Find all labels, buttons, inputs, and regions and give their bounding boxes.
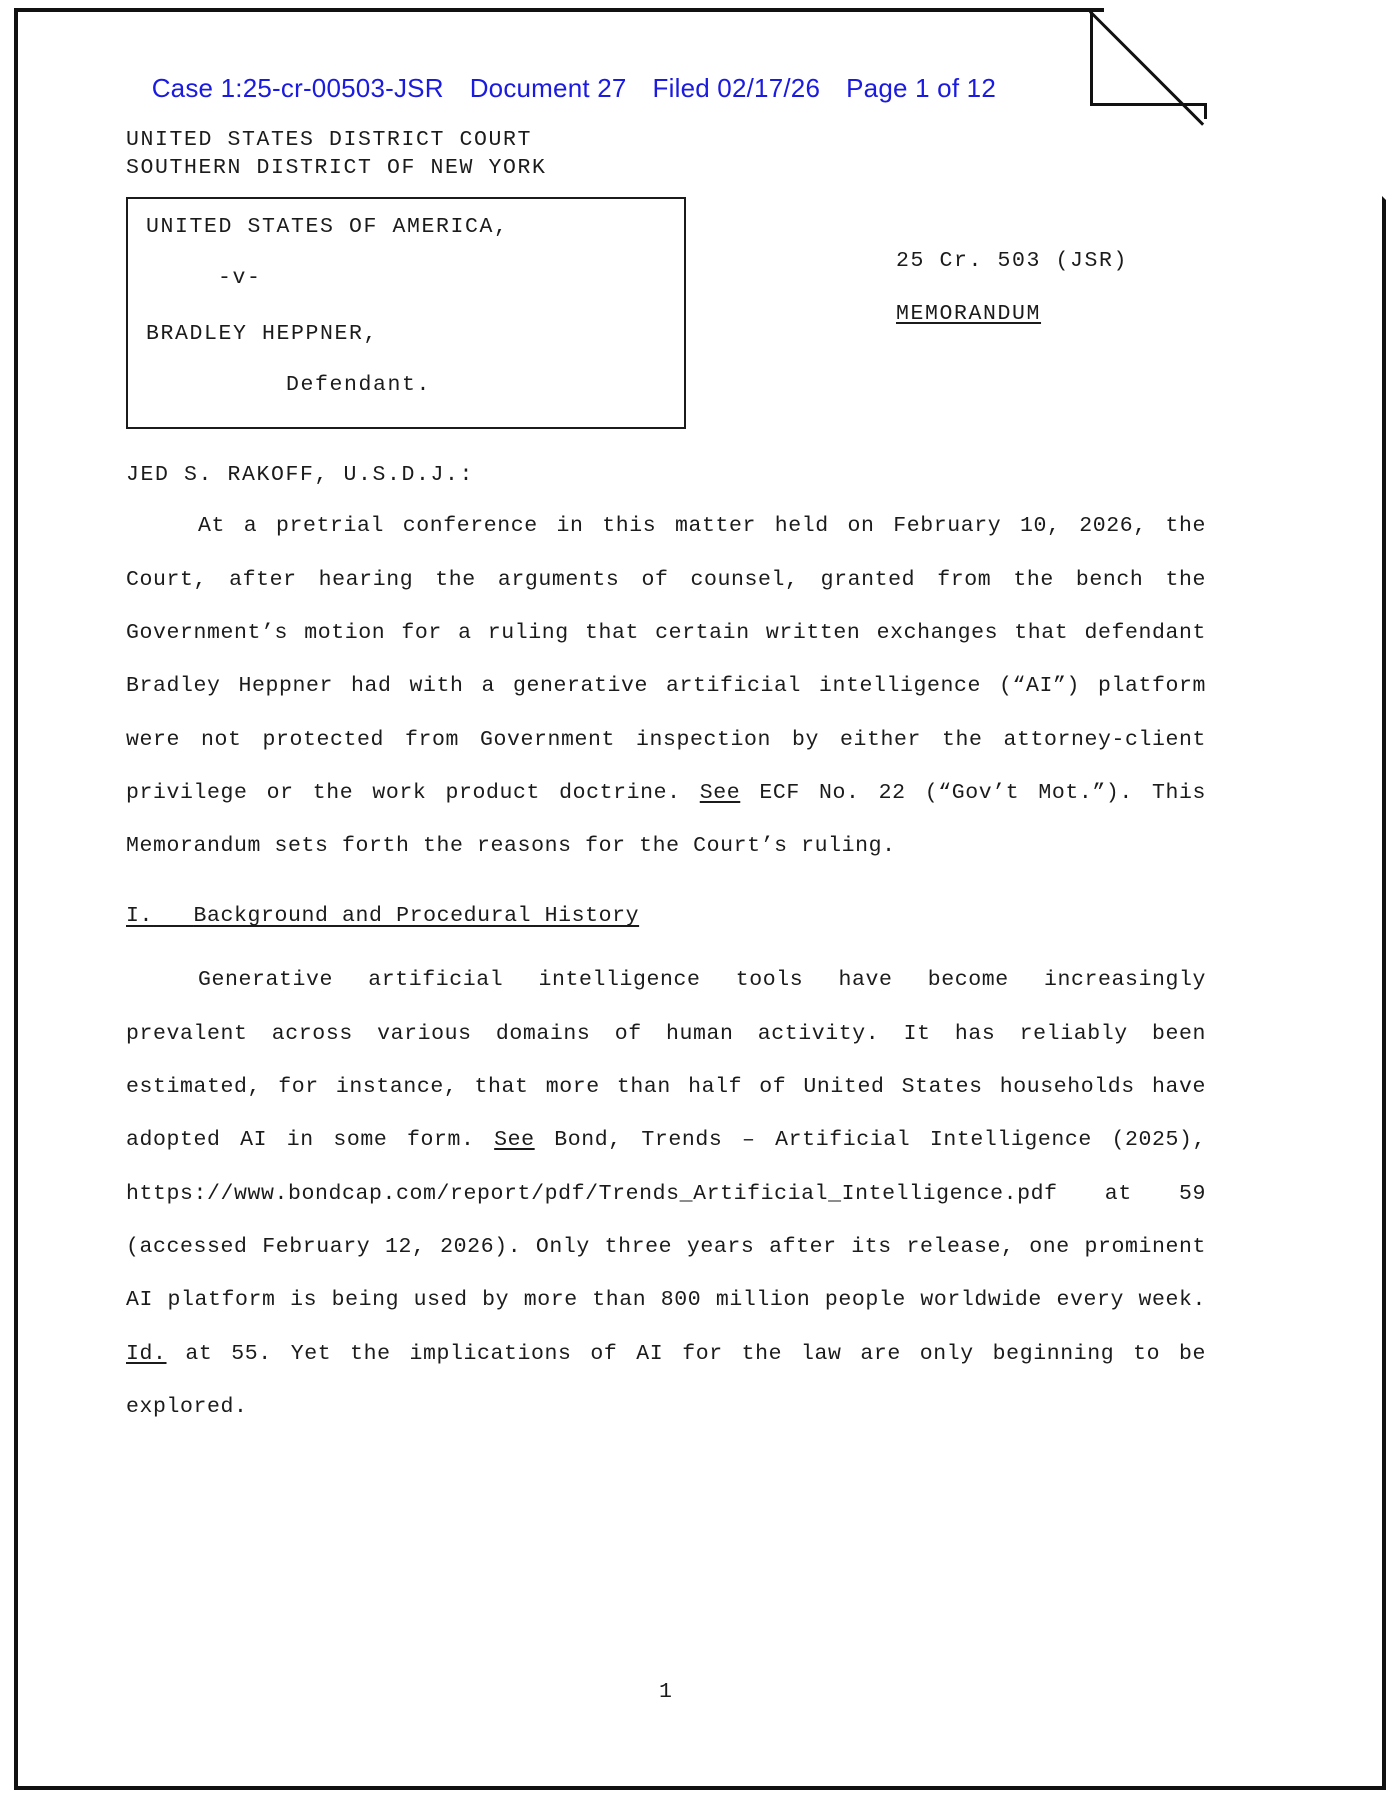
page-border-bottom [14, 1786, 1386, 1790]
caption-versus: -v- [218, 266, 262, 291]
court-name-line-1: UNITED STATES DISTRICT COURT [126, 128, 533, 152]
ecf-page-indicator: Page 1 of 12 [846, 73, 996, 103]
ecf-filing-header [14, 42, 1104, 135]
docket-number: 25 Cr. 503 (JSR) [896, 248, 1129, 273]
citation-id: Id. [126, 1341, 167, 1366]
ecf-case-number: Case 1:25-cr-00503-JSR [151, 73, 444, 103]
paragraph-intro-text-a: At a pretrial conference in this matter held on February 10, 2026, the Court, after hearing the arguments of counsel, granted from the bench the Government’s motion for a ruling that certain written exchanges that defendant Bradley Heppner had with a generative artificial intelligence (“AI”) platform were not protected from Government inspection by either the attorney-client privilege or the work product doctrine. [126, 514, 1206, 805]
court-name-line-2: SOUTHERN DISTRICT OF NEW YORK [126, 156, 547, 181]
folded-corner-diagonal-icon [1089, 10, 1204, 125]
case-caption-box [126, 197, 686, 429]
ecf-filed-date: Filed 02/17/26 [652, 73, 821, 103]
document-type-text: MEMORANDUM [896, 302, 1042, 327]
document-type-label [786, 272, 1206, 326]
case-caption-right-column [786, 197, 1206, 326]
paragraph-background [126, 954, 1206, 1434]
paragraph-intro [126, 500, 1206, 873]
citation-see-1: See [699, 780, 741, 805]
section-title: Background and Procedural History [193, 904, 640, 929]
caption-defendant-name: BRADLEY HEPPNER, [146, 321, 379, 346]
ecf-document-number: Document 27 [469, 73, 627, 103]
citation-see-2: See [494, 1128, 535, 1153]
caption-plaintiff: UNITED STATES OF AMERICA, [146, 214, 509, 239]
document-body [126, 126, 1206, 1704]
page-number-footer: 1 [659, 1680, 673, 1704]
folded-corner-flap-horizontal [1090, 103, 1207, 106]
case-caption-area [126, 197, 1206, 429]
page-border-top [14, 8, 1104, 12]
judge-signature-line: JED S. RAKOFF, U.S.D.J.: [126, 462, 475, 487]
folded-corner-flap-edge [1204, 103, 1207, 119]
page-border-left [14, 8, 18, 1790]
folded-corner-mask [1192, 6, 1388, 202]
paragraph-background-text-c: at 55. Yet the implications of AI for the law are only beginning to be explored. [126, 1341, 1206, 1419]
scanned-page-sheet [14, 8, 1386, 1790]
page-border-right [1382, 116, 1386, 1790]
paragraph-background-text-b: Bond, Trends – Artificial Intelligence (2025), https://www.bondcap.com/report/pdf/Trends_Artificial_Intelligence.pdf at 59 (accessed February 12, 2026). Only three years after its release, one prominent AI platform is being used by more than 800 million people worldwide every week. [126, 1128, 1206, 1313]
section-number: I. [126, 904, 154, 929]
caption-defendant-label: Defendant. [286, 373, 432, 398]
paragraph-background-text-a: Generative artificial intelligence tools have become increasingly prevalent across various domains of human activity. It has reliably been estimated, for instance, that more than half of United States households have adopted AI in some form. [126, 968, 1206, 1153]
paragraph-intro-text-b: ECF No. 22 (“Gov’t Mot.”). This Memorandum sets forth the reasons for the Court’s ruling. [126, 780, 1206, 859]
section-heading-background [126, 895, 1206, 938]
